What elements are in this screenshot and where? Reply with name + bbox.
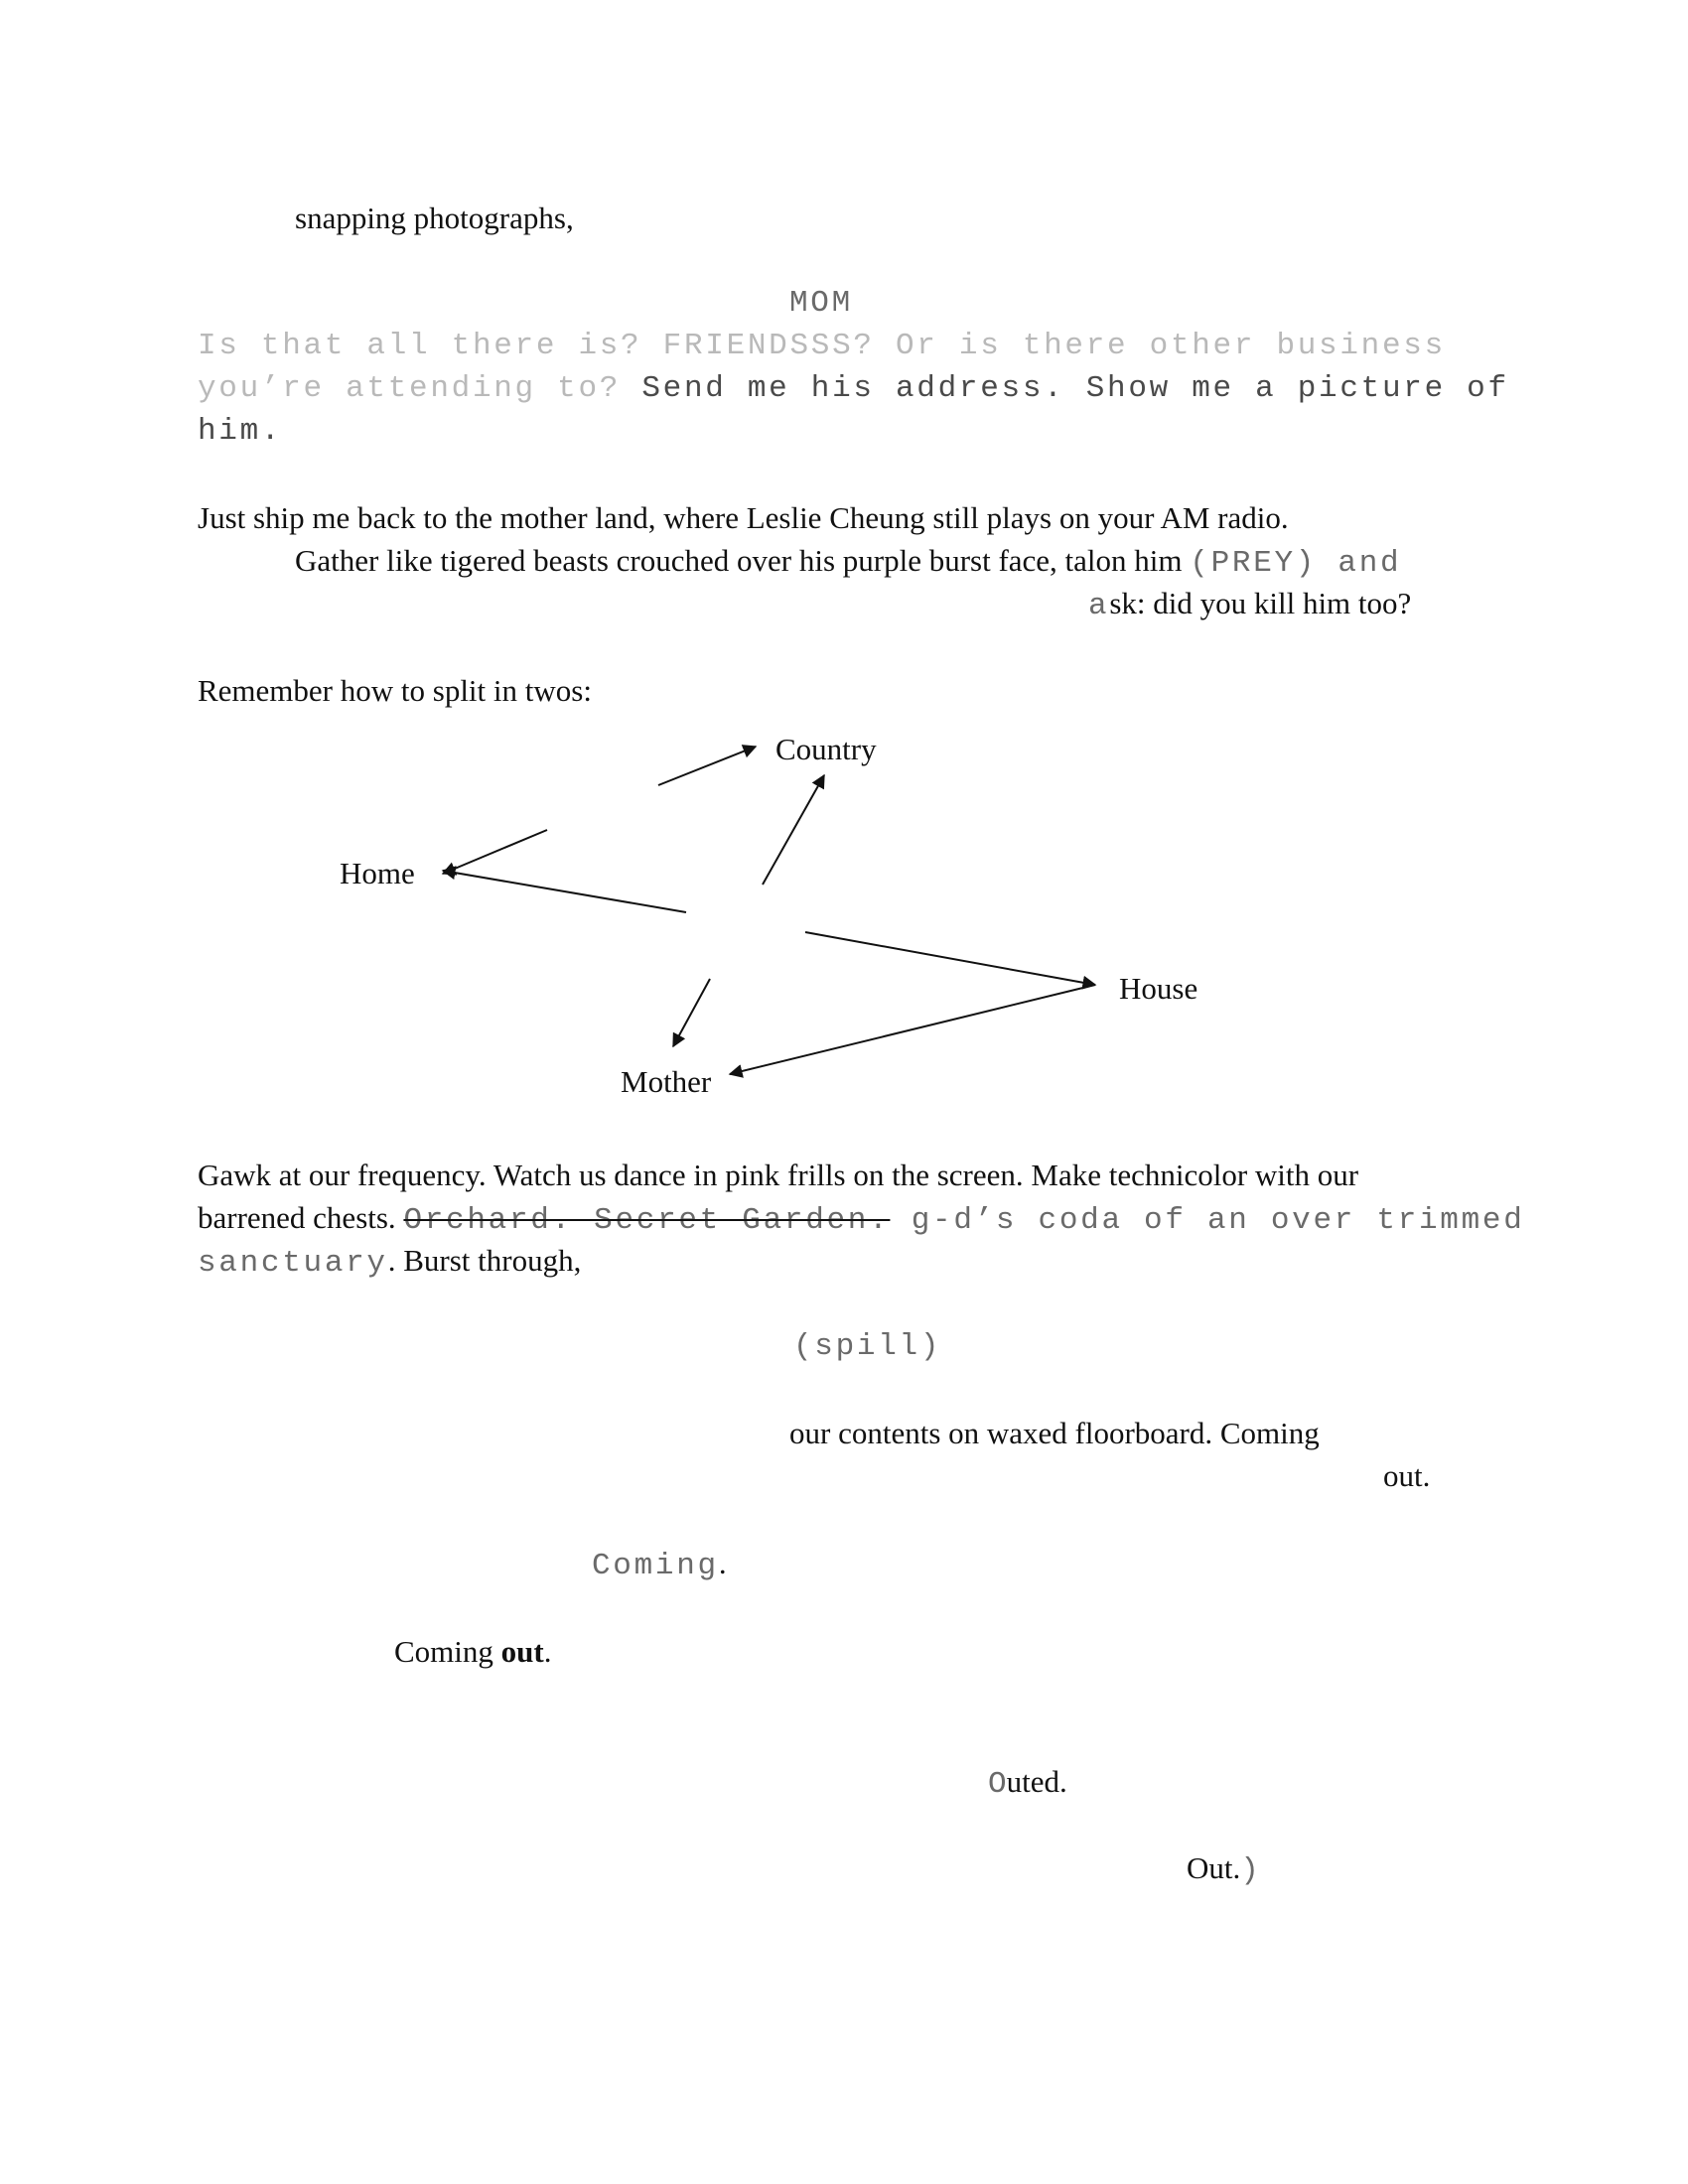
ask-mono: a <box>1088 589 1110 623</box>
arrow-house-to-mother <box>730 985 1095 1074</box>
gawk-line-2-mono: g-d’s coda of an over trimmed <box>890 1203 1525 1238</box>
speaker-mom: MOM <box>789 286 853 321</box>
out-end-serif: Out. <box>1187 1850 1241 1885</box>
node-home: Home <box>340 856 415 890</box>
gather-mono: (PREY) and <box>1190 546 1402 581</box>
arrow-to-country-upper <box>658 747 756 785</box>
node-mother: Mother <box>621 1064 712 1099</box>
mom-line-2-light: you’re attending to? <box>198 371 622 406</box>
coming-out-dot: . <box>543 1634 552 1669</box>
text-outed <box>988 1766 1067 1800</box>
node-country: Country <box>775 732 877 766</box>
text-gawk-line-3 <box>198 1245 581 1279</box>
outed-mono: O <box>988 1767 1007 1802</box>
gather-serif: Gather like tigered beasts crouched over his purple burst face, talon him <box>295 543 1191 578</box>
text-remember: Remember how to split in twos: <box>198 673 592 708</box>
struck-orchard-secret-garden: Orchard. Secret Garden. <box>403 1203 891 1238</box>
ask-serif: sk: did you kill him too? <box>1109 586 1412 620</box>
text-coming-out <box>394 1636 551 1667</box>
gawk-line-2-serif: barrened chests. <box>198 1200 404 1235</box>
coming-dot: . <box>718 1546 727 1580</box>
out-end-paren: ) <box>1240 1853 1262 1888</box>
text-spill: (spill) <box>793 1329 942 1364</box>
coming-mono: Coming <box>592 1549 719 1583</box>
mom-line-2-dark: Send me his address. Show me a picture of <box>621 371 1509 406</box>
text-out: out. <box>1383 1458 1431 1493</box>
text-ship-me-back: Just ship me back to the mother land, where Leslie Cheung still plays on your AM radio. <box>198 500 1289 535</box>
text-coming <box>592 1548 727 1581</box>
mom-line-3: him. <box>198 414 283 449</box>
text-our-contents: our contents on waxed floorboard. Coming <box>789 1416 1320 1450</box>
text-snapping-photographs: snapping photographs, <box>295 201 574 235</box>
coming-out-bold: out <box>500 1634 544 1669</box>
text-gawk-line-2 <box>198 1202 1525 1236</box>
outed-serif: uted. <box>1006 1764 1067 1799</box>
node-house: House <box>1119 971 1198 1006</box>
arrow-to-home-upper <box>443 830 547 874</box>
text-gawk-line-1: Gawk at our frequency. Watch us dance in pink frills on the screen. Make technicolor with our <box>198 1158 1359 1192</box>
mom-line-1: Is that all there is? FRIENDSSS? Or is there other business <box>198 329 1446 363</box>
arrow-to-mother <box>673 979 710 1046</box>
text-out-end <box>1187 1852 1262 1886</box>
arrow-to-house <box>805 932 1095 985</box>
arrow-to-home <box>443 871 686 912</box>
arrow-to-country <box>763 775 824 885</box>
gawk-line-3-serif: . Burst through, <box>387 1243 582 1278</box>
gawk-line-3-mono: sanctuary <box>198 1246 388 1281</box>
coming-out-serif: Coming <box>394 1634 501 1669</box>
